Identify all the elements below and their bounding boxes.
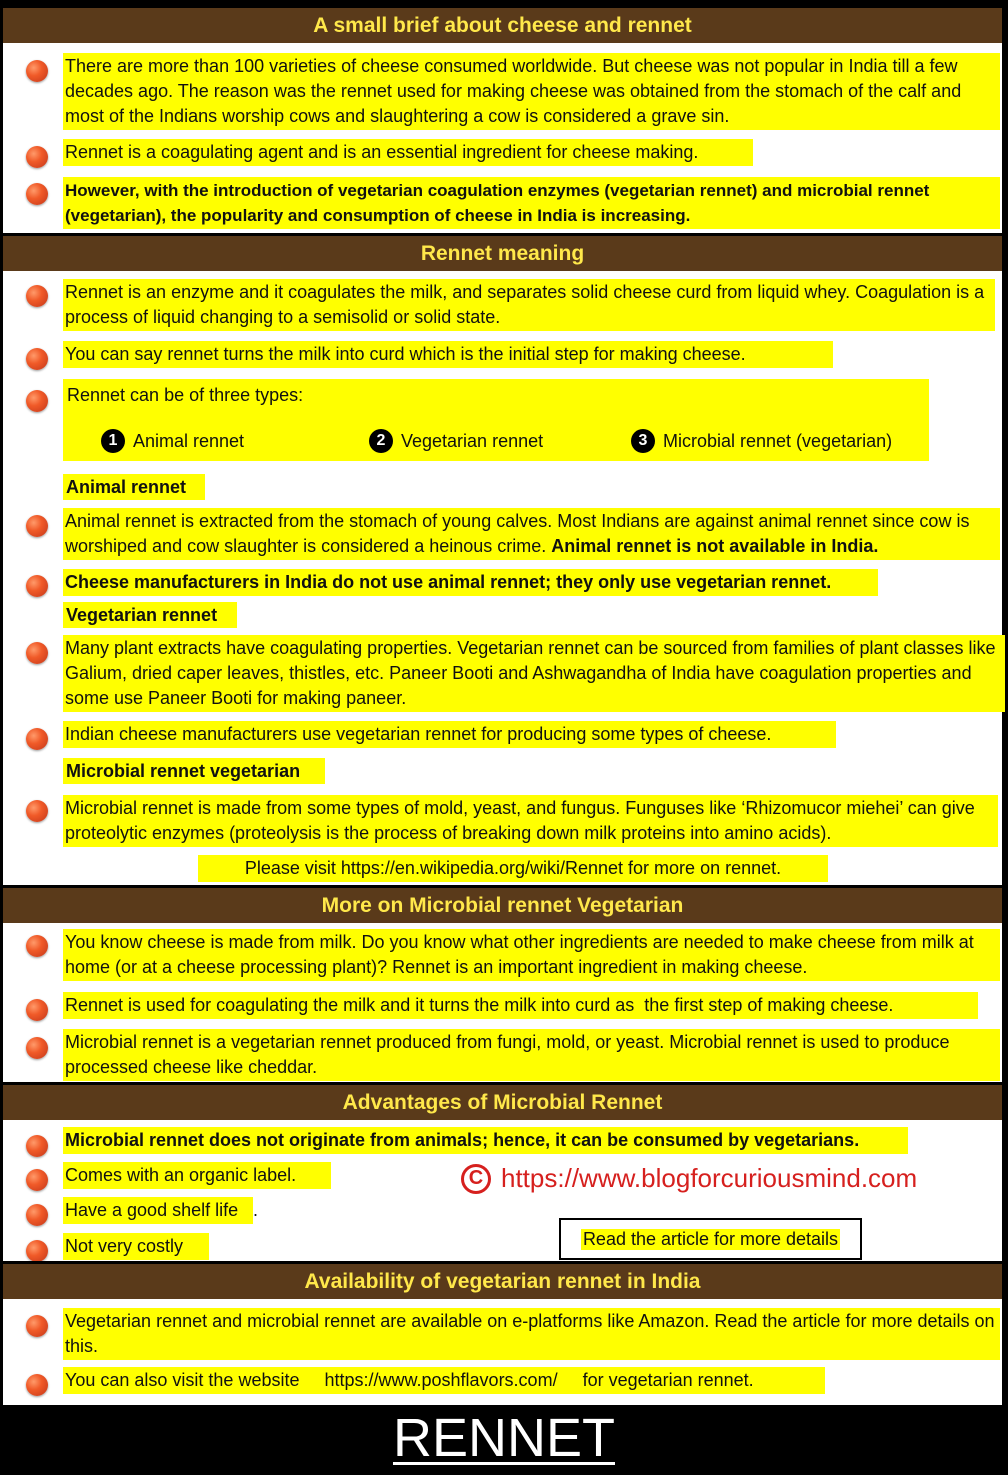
animal-text: Animal rennet is extracted from the stomach of young calves. Most Indians are against animal rennet since cow is worshiped and cow slaughter is considered a heinous crime.	[65, 511, 975, 556]
number-1-icon: 1	[101, 429, 125, 453]
bullet-icon	[26, 800, 48, 822]
vegetarian-rennet-heading: Vegetarian rennet	[63, 602, 237, 628]
number-2-icon: 2	[369, 429, 393, 453]
bullet-icon	[26, 728, 48, 750]
brief-paragraph-2: Rennet is a coagulating agent and is an essential ingredient for cheese making.	[63, 139, 753, 166]
vegetarian-paragraph-2: Indian cheese manufacturers use vegetarian rennet for producing some types of cheese.	[63, 721, 836, 748]
copyright-notice	[461, 1163, 917, 1194]
section-header-availability	[3, 1261, 1002, 1299]
infographic-page	[3, 5, 1002, 1405]
bullet-icon	[26, 642, 48, 664]
number-3-icon: 3	[631, 429, 655, 453]
read-more-label: Read the article for more details	[582, 1228, 839, 1249]
bullet-icon	[26, 1135, 48, 1157]
section-header-advantages	[3, 1082, 1002, 1120]
bullet-icon	[26, 1315, 48, 1337]
bullet-icon	[26, 1374, 48, 1396]
brief-paragraph-3: However, with the introduction of vegetarian coagulation enzymes (vegetarian rennet) and microbial rennet (vegetarian), the popularity and consumption of cheese in India is increasing.	[63, 177, 1000, 229]
animal-text-bold: Animal rennet is not available in India.	[551, 536, 879, 556]
type-label: Vegetarian rennet	[401, 430, 544, 451]
bullet-icon	[26, 183, 48, 205]
vegetarian-paragraph-1: Many plant extracts have coagulating properties. Vegetarian rennet can be sourced from families of plant classes like Galium, dried caper leaves, thistles, etc. Paneer Booti and Ashwagandha of India have coagulation properties and some use Paneer Booti for making paneer.	[63, 635, 1005, 712]
microbial-rennet-heading: Microbial rennet vegetarian	[63, 758, 325, 784]
read-more-box[interactable]	[559, 1218, 862, 1260]
bullet-icon	[26, 515, 48, 537]
advantage-3-tail: .	[253, 1200, 259, 1220]
availability-paragraph-2: You can also visit the website https://www.poshflavors.com/ for vegetarian rennet.	[63, 1367, 825, 1394]
meaning-paragraph-2: You can say rennet turns the milk into curd which is the initial step for making cheese.	[63, 341, 833, 368]
advantage-3: Have a good shelf life	[63, 1197, 253, 1224]
section-title: Availability of vegetarian rennet in India	[304, 1269, 701, 1293]
animal-rennet-heading: Animal rennet	[63, 474, 205, 500]
section-header-meaning	[3, 233, 1002, 271]
animal-paragraph-1	[63, 508, 1000, 560]
bullet-icon	[26, 348, 48, 370]
type-label: Microbial rennet (vegetarian)	[663, 430, 893, 451]
bullet-icon	[26, 575, 48, 597]
section-title: Rennet meaning	[420, 241, 585, 265]
availability-paragraph-1: Vegetarian rennet and microbial rennet are available on e-platforms like Amazon. Read the article for more details on this.	[63, 1308, 1000, 1360]
bullet-icon	[26, 390, 48, 412]
animal-paragraph-2: Cheese manufacturers in India do not use animal rennet; they only use vegetarian rennet.	[63, 569, 878, 596]
more-paragraph-3: Microbial rennet is a vegetarian rennet produced from fungi, mold, or yeast. Microbial rennet is used to produce processed cheese like cheddar.	[63, 1029, 1000, 1081]
type-label: Animal rennet	[133, 430, 245, 451]
brief-paragraph-1: There are more than 100 varieties of cheese consumed worldwide. But cheese was not popular in India till a few decades ago. The reason was the rennet used for making cheese was obtained from the stomach of the calf and most of the Indians worship cows and slaughtering a cow is considered a grave sin.	[63, 53, 1000, 130]
microbial-paragraph-1: Microbial rennet is made from some types of mold, yeast, and fungus. Funguses like ‘Rhizomucor miehei’ can give proteolytic enzymes (proteolysis is the process of breaking down milk proteins into amino acids).	[63, 795, 998, 847]
type-item-1	[101, 429, 244, 453]
meaning-paragraph-1: Rennet is an enzyme and it coagulates the milk, and separates solid cheese curd from liquid whey. Coagulation is a process of liquid changing to a semisolid or solid state.	[63, 279, 995, 331]
advantage-4: Not very costly	[63, 1233, 209, 1260]
bullet-icon	[26, 1204, 48, 1226]
bullet-icon	[26, 999, 48, 1021]
section-header-more	[3, 885, 1002, 923]
bullet-icon	[26, 60, 48, 82]
bullet-icon	[26, 285, 48, 307]
more-paragraph-2: Rennet is used for coagulating the milk and it turns the milk into curd as the first step of making cheese.	[63, 992, 978, 1019]
more-paragraph-1: You know cheese is made from milk. Do you know what other ingredients are needed to make cheese from milk at home (or at a cheese processing plant)? Rennet is an important ingredient in making cheese.	[63, 929, 1000, 981]
bullet-icon	[26, 935, 48, 957]
section-title: More on Microbial rennet Vegetarian	[321, 893, 684, 917]
bullet-icon	[26, 1240, 48, 1262]
section-header-brief	[3, 5, 1002, 43]
types-intro: Rennet can be of three types:	[67, 385, 304, 405]
wikipedia-visit-note: Please visit https://en.wikipedia.org/wiki/Rennet for more on rennet.	[198, 855, 828, 882]
type-item-2	[369, 429, 543, 453]
footer-title	[0, 1405, 1008, 1475]
bullet-icon	[26, 1169, 48, 1191]
copyright-icon: C	[461, 1164, 491, 1194]
type-item-3	[631, 429, 892, 453]
section-title: A small brief about cheese and rennet	[313, 13, 692, 37]
advantage-1: Microbial rennet does not originate from animals; hence, it can be consumed by vegetarians.	[63, 1127, 908, 1154]
bullet-icon	[26, 1037, 48, 1059]
footer-title-text: RENNET	[392, 1408, 615, 1468]
section-title: Advantages of Microbial Rennet	[342, 1090, 663, 1114]
bullet-icon	[26, 146, 48, 168]
advantage-2: Comes with an organic label.	[63, 1162, 331, 1189]
copyright-url[interactable]: https://www.blogforcuriousmind.com	[501, 1163, 918, 1193]
